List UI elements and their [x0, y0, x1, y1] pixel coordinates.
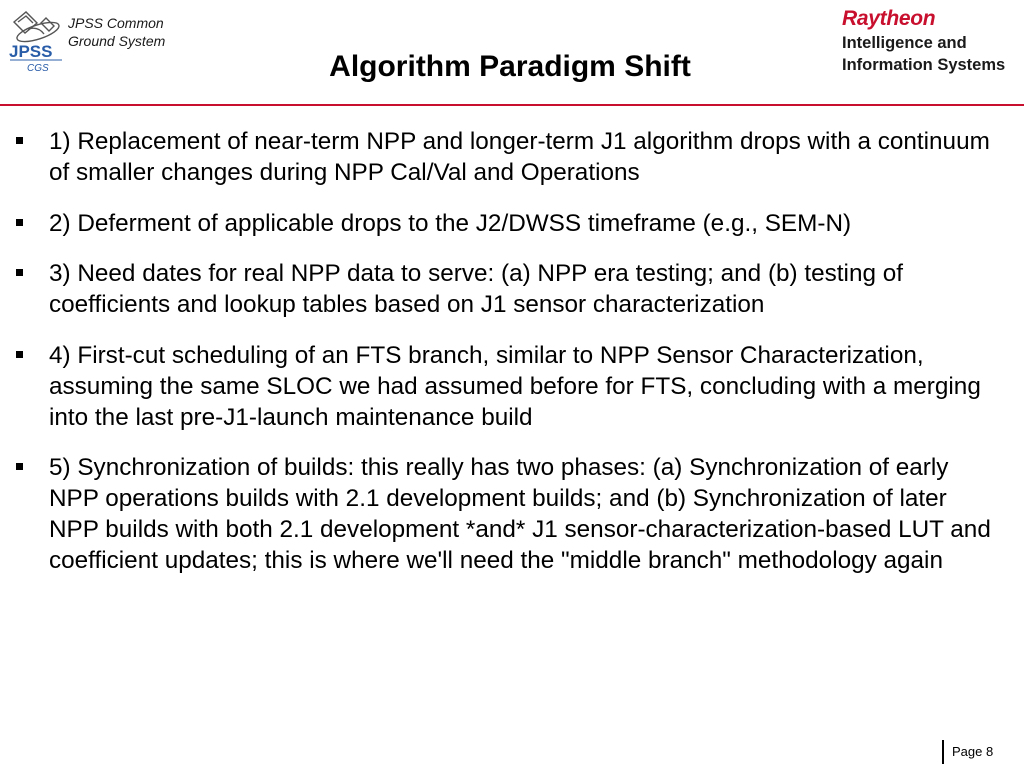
raytheon-logo: [842, 6, 1022, 76]
jpss-caption-line1: JPSS Common: [68, 15, 164, 31]
bullet-item: [14, 208, 994, 239]
square-bullet-icon: [16, 137, 23, 144]
bullet-item: [14, 340, 994, 433]
page-number: Page 8: [942, 740, 993, 764]
raytheon-brand: Raytheon: [842, 7, 936, 30]
bullet-text: 4) First-cut scheduling of an FTS branch, similar to NPP Sensor Characterization, assuming the same SLOC we had assumed before for FTS, concluding with a merging into the last pre-J1-launch maintenance build: [49, 341, 981, 431]
bullet-item: [14, 258, 994, 320]
slide-header: [0, 0, 1024, 106]
jpss-logo-subtext: CGS: [27, 63, 49, 74]
bullet-text: 2) Deferment of applicable drops to the J2/DWSS timeframe (e.g., SEM-N): [49, 209, 852, 237]
raytheon-division-line1: Intelligence and: [842, 34, 967, 52]
jpss-logo: [6, 8, 64, 74]
bullet-text: 5) Synchronization of builds: this really has two phases: (a) Synchronization of early NPP operations builds with 2.1 development builds; and (b) Synchronization of later NPP builds with both 2.1 development *and* J1 sensor-characterization-based LUT and coefficient updates; this is where we'll need the "middle branch" methodology again: [49, 454, 991, 574]
square-bullet-icon: [16, 269, 23, 276]
header-divider: [0, 104, 1024, 106]
bullet-item: [14, 452, 994, 576]
square-bullet-icon: [16, 351, 23, 358]
bullet-text: 1) Replacement of near-term NPP and longer-term J1 algorithm drops with a continuum of smaller changes during NPP Cal/Val and Operations: [49, 128, 990, 186]
slide-title: Algorithm Paradigm Shift: [329, 50, 691, 83]
jpss-caption-line2: Ground System: [68, 33, 166, 49]
bullet-list: [14, 126, 994, 596]
raytheon-division-line2: Information Systems: [842, 56, 1006, 74]
square-bullet-icon: [16, 219, 23, 226]
square-bullet-icon: [16, 463, 23, 470]
jpss-caption: [68, 14, 165, 50]
bullet-item: [14, 126, 994, 188]
jpss-logo-text: JPSS: [9, 42, 53, 61]
bullet-text: 3) Need dates for real NPP data to serve: (a) NPP era testing; and (b) testing of coefficients and lookup tables based on J1 sensor characterization: [49, 260, 903, 318]
